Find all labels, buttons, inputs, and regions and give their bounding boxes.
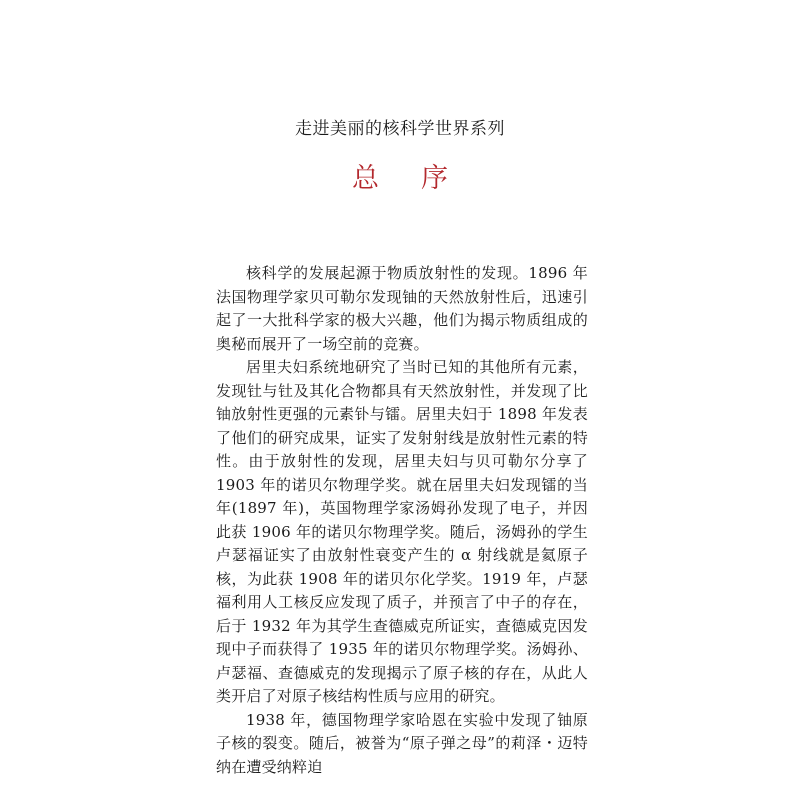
paragraph: 核科学的发展起源于物质放射性的发现。1896 年法国物理学家贝可勒尔发现铀的天然放射性后，迅速引起了一大批科学家的极大兴趣，他们为揭示物质组成的奥秘而展开了一场空前的竞赛。 <box>216 264 588 353</box>
series-title: 走进美丽的核科学世界系列 <box>295 119 505 139</box>
title-char-xu: 序 <box>421 163 448 194</box>
title-char-zong: 总 <box>352 163 379 194</box>
page-title <box>0 156 800 195</box>
paragraph: 居里夫妇系统地研究了当时已知的其他所有元素，发现钍与钍及其化合物都具有天然放射性，并发现了比铀放射性更强的元素钋与镭。居里夫妇于 1898 年发表了他们的研究成果，证实了发射射线是放射性元素的特性。由于放射性的发现，居里夫妇与贝可勒尔分享了 1903 年的诺贝尔物理学奖。就在居里夫妇发现镭的当年(1897 年)，英国物理学家汤姆孙发现了电子，并因此获 1906 年的诺贝尔物理学奖。随后，汤姆孙的学生卢瑟福证实了由放射性衰变产生的 α 射线就是氦原子核，为此获 1908 年的诺贝尔化学奖。1919 年，卢瑟福利用人工核反应发现了质子，并预言了中子的存在，后于 1932 年为其学生查德威克所证实，查德威克因发现中子而获得了 1935 年的诺贝尔物理学奖。汤姆孙、卢瑟福、查德威克的发现揭示了原子核的存在，从此人类开启了对原子核结构性质与应用的研究。 <box>216 358 588 705</box>
body-text <box>216 262 588 779</box>
paragraph: 1938 年，德国物理学家哈恩在实验中发现了铀原子核的裂变。随后，被誉为“原子弹之母”的莉泽・迈特纳在遭受纳粹迫 <box>216 710 588 776</box>
